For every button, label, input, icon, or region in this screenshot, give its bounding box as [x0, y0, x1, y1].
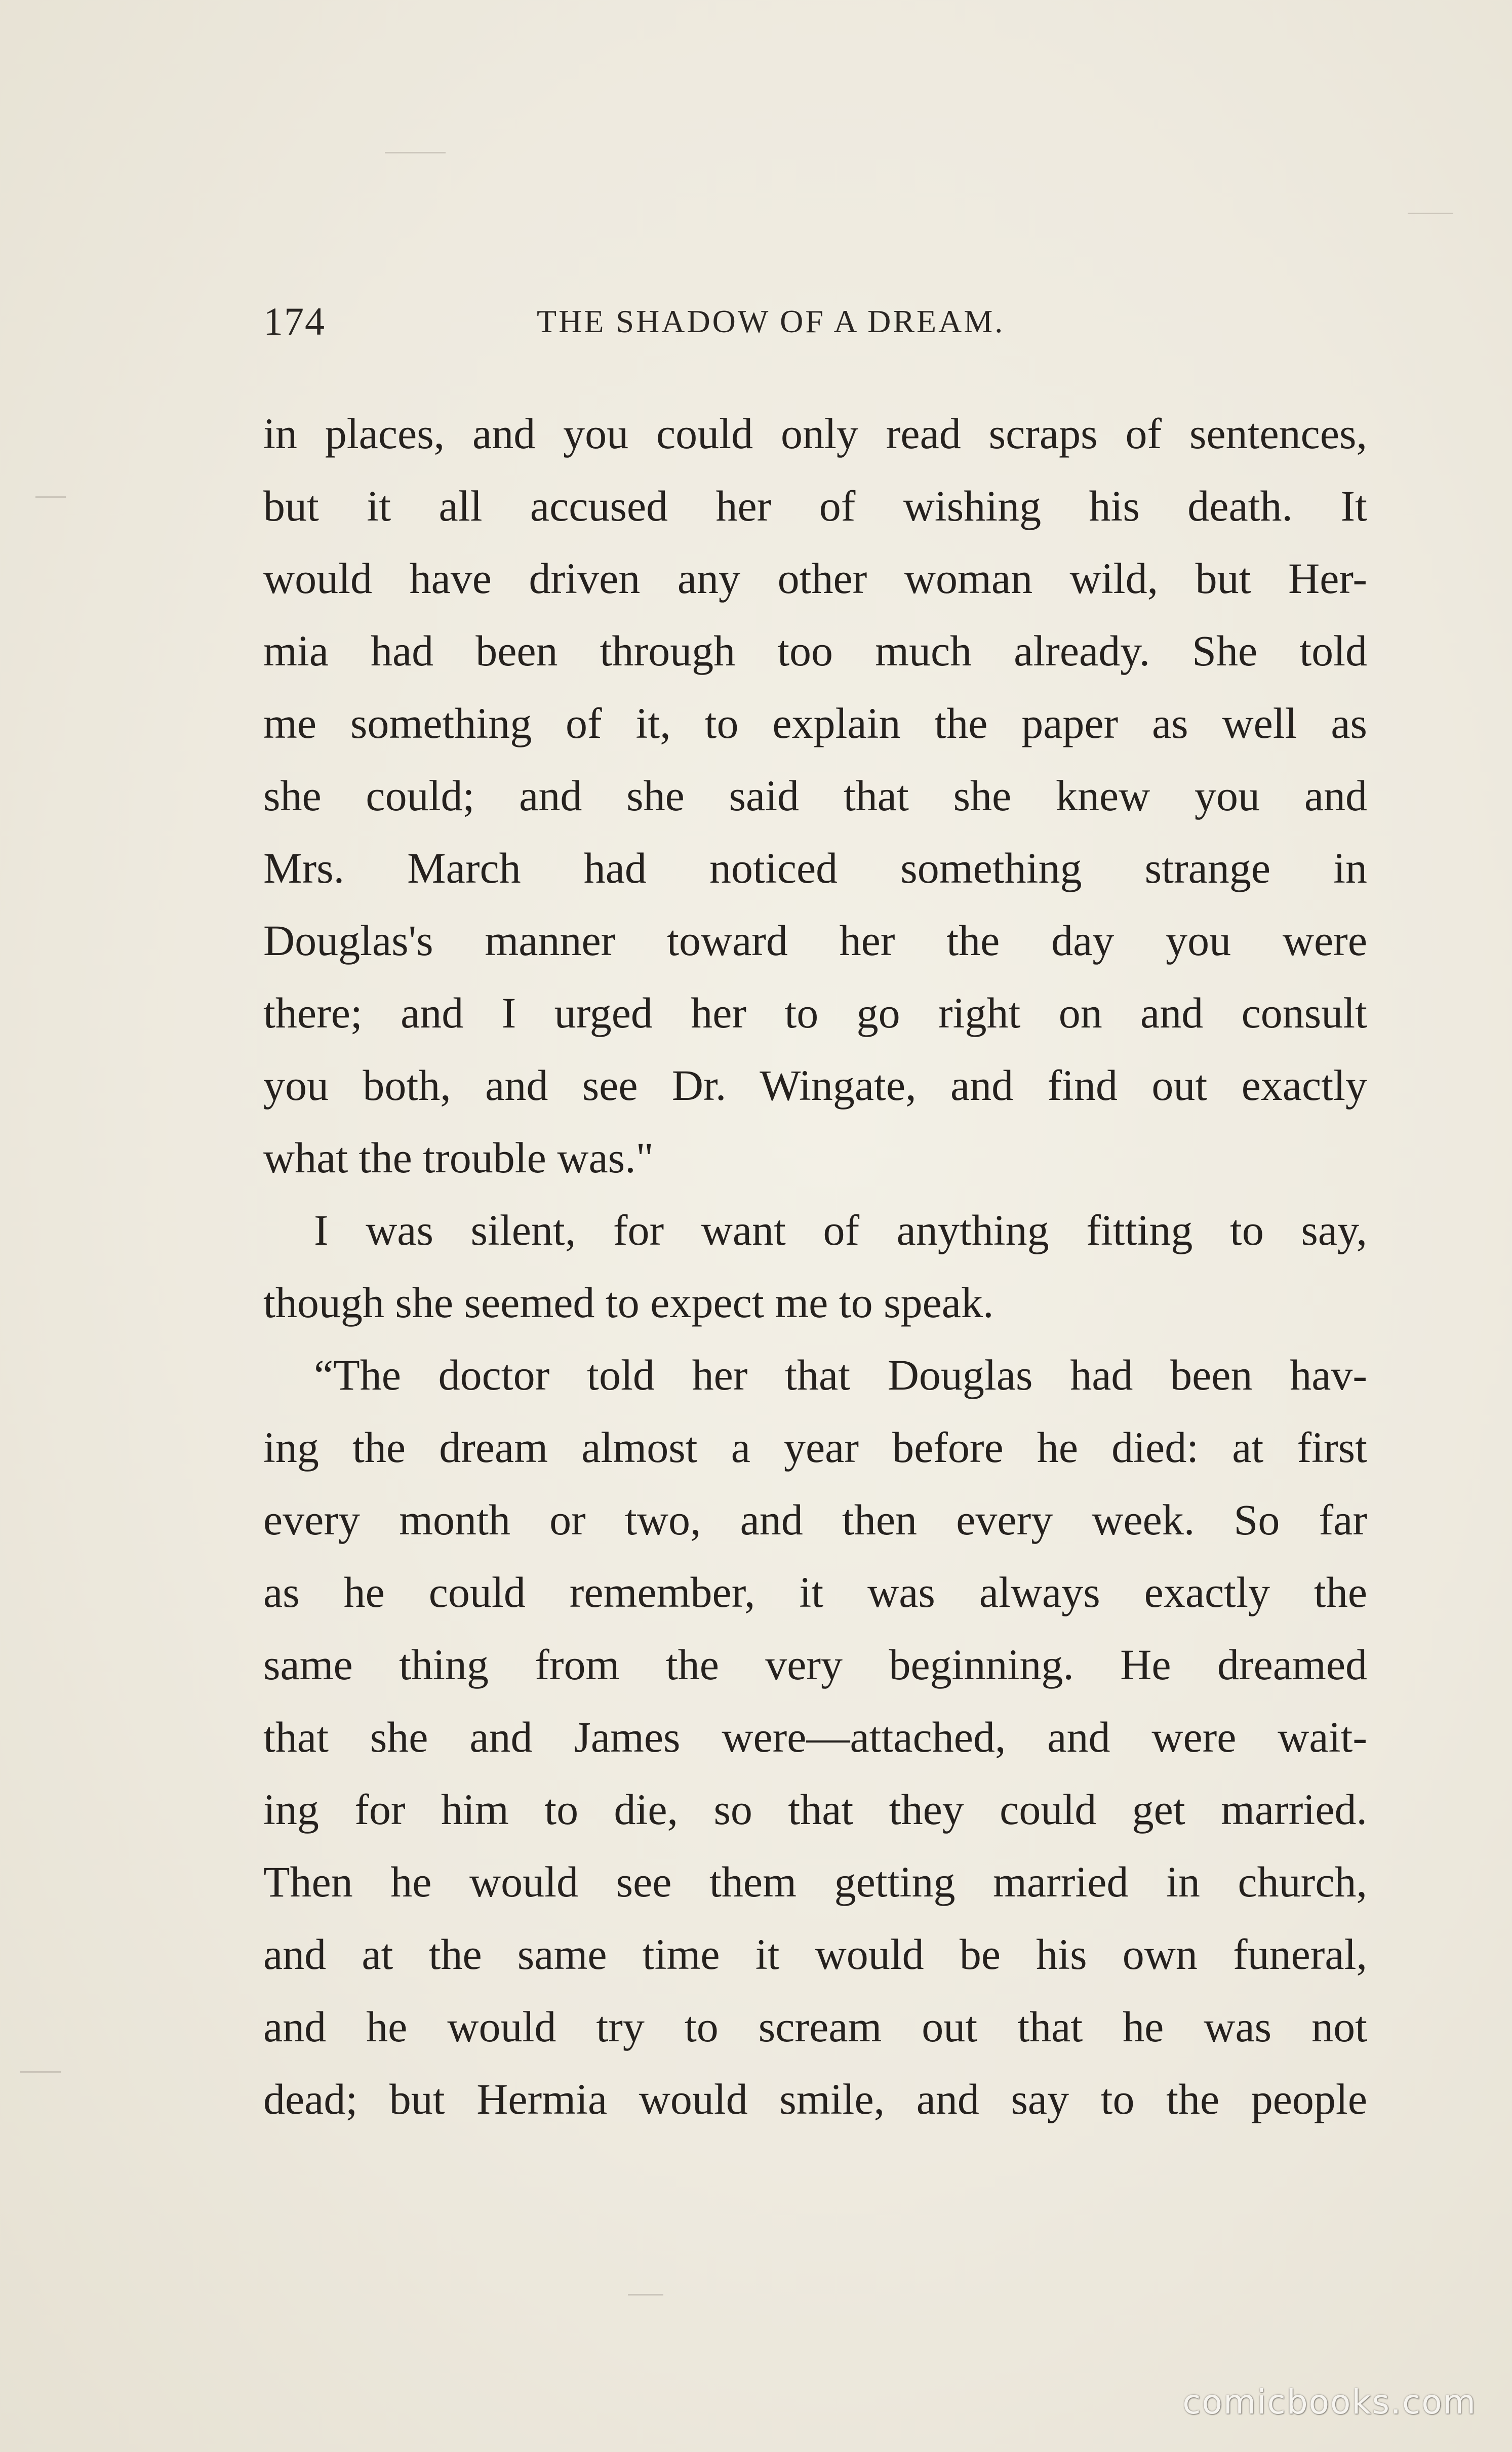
text-line: in places, and you could only read scraps of sentences,	[263, 409, 1367, 458]
text-line: that she and James were—attached, and were wait-	[263, 1713, 1367, 1761]
text-line: there; and I urged her to go right on and consult	[263, 988, 1367, 1037]
text-line: ing for him to die, so that they could get married.	[263, 1785, 1367, 1834]
text-line: “The doctor told her that Douglas had been hav-	[314, 1351, 1367, 1399]
paper-speck	[385, 152, 446, 153]
text-line: same thing from the very beginning. He dreamed	[263, 1640, 1367, 1689]
body-text	[263, 398, 1367, 2135]
site-watermark: comicbooks.com	[1182, 2383, 1477, 2422]
text-line: ing the dream almost a year before he died: at first	[263, 1423, 1367, 1472]
text-line: every month or two, and then every week. So far	[263, 1495, 1367, 1544]
paper-speck	[1408, 213, 1453, 214]
text-line: you both, and see Dr. Wingate, and find out exactly	[263, 1061, 1367, 1110]
text-line: though she seemed to expect me to speak.	[263, 1278, 994, 1327]
text-line: what the trouble was."	[263, 1133, 654, 1182]
running-title: THE SHADOW OF A DREAM.	[537, 303, 1005, 339]
text-line: Mrs. March had noticed something strange in	[263, 844, 1367, 892]
text-line: would have driven any other woman wild, but Her-	[263, 554, 1367, 603]
text-line: dead; but Hermia would smile, and say to the people	[263, 2075, 1367, 2123]
running-header	[263, 299, 1367, 349]
paper-speck	[20, 2071, 61, 2073]
text-line: mia had been through too much already. She told	[263, 626, 1367, 675]
text-line: she could; and she said that she knew you and	[263, 771, 1367, 820]
text-line: Then he would see them getting married in church,	[263, 1857, 1367, 1906]
text-line: but it all accused her of wishing his death. It	[263, 482, 1367, 530]
paper-speck	[35, 496, 66, 498]
paper-speck	[628, 2294, 663, 2296]
text-line: I was silent, for want of anything fitting to say,	[314, 1206, 1367, 1254]
text-line: and at the same time it would be his own funeral,	[263, 1930, 1367, 1979]
text-line: me something of it, to explain the paper as well as	[263, 699, 1367, 747]
page-number: 174	[263, 299, 326, 343]
text-line: and he would try to scream out that he was not	[263, 2002, 1367, 2051]
text-line: Douglas's manner toward her the day you were	[263, 916, 1367, 965]
text-line: as he could remember, it was always exactly the	[263, 1568, 1367, 1616]
